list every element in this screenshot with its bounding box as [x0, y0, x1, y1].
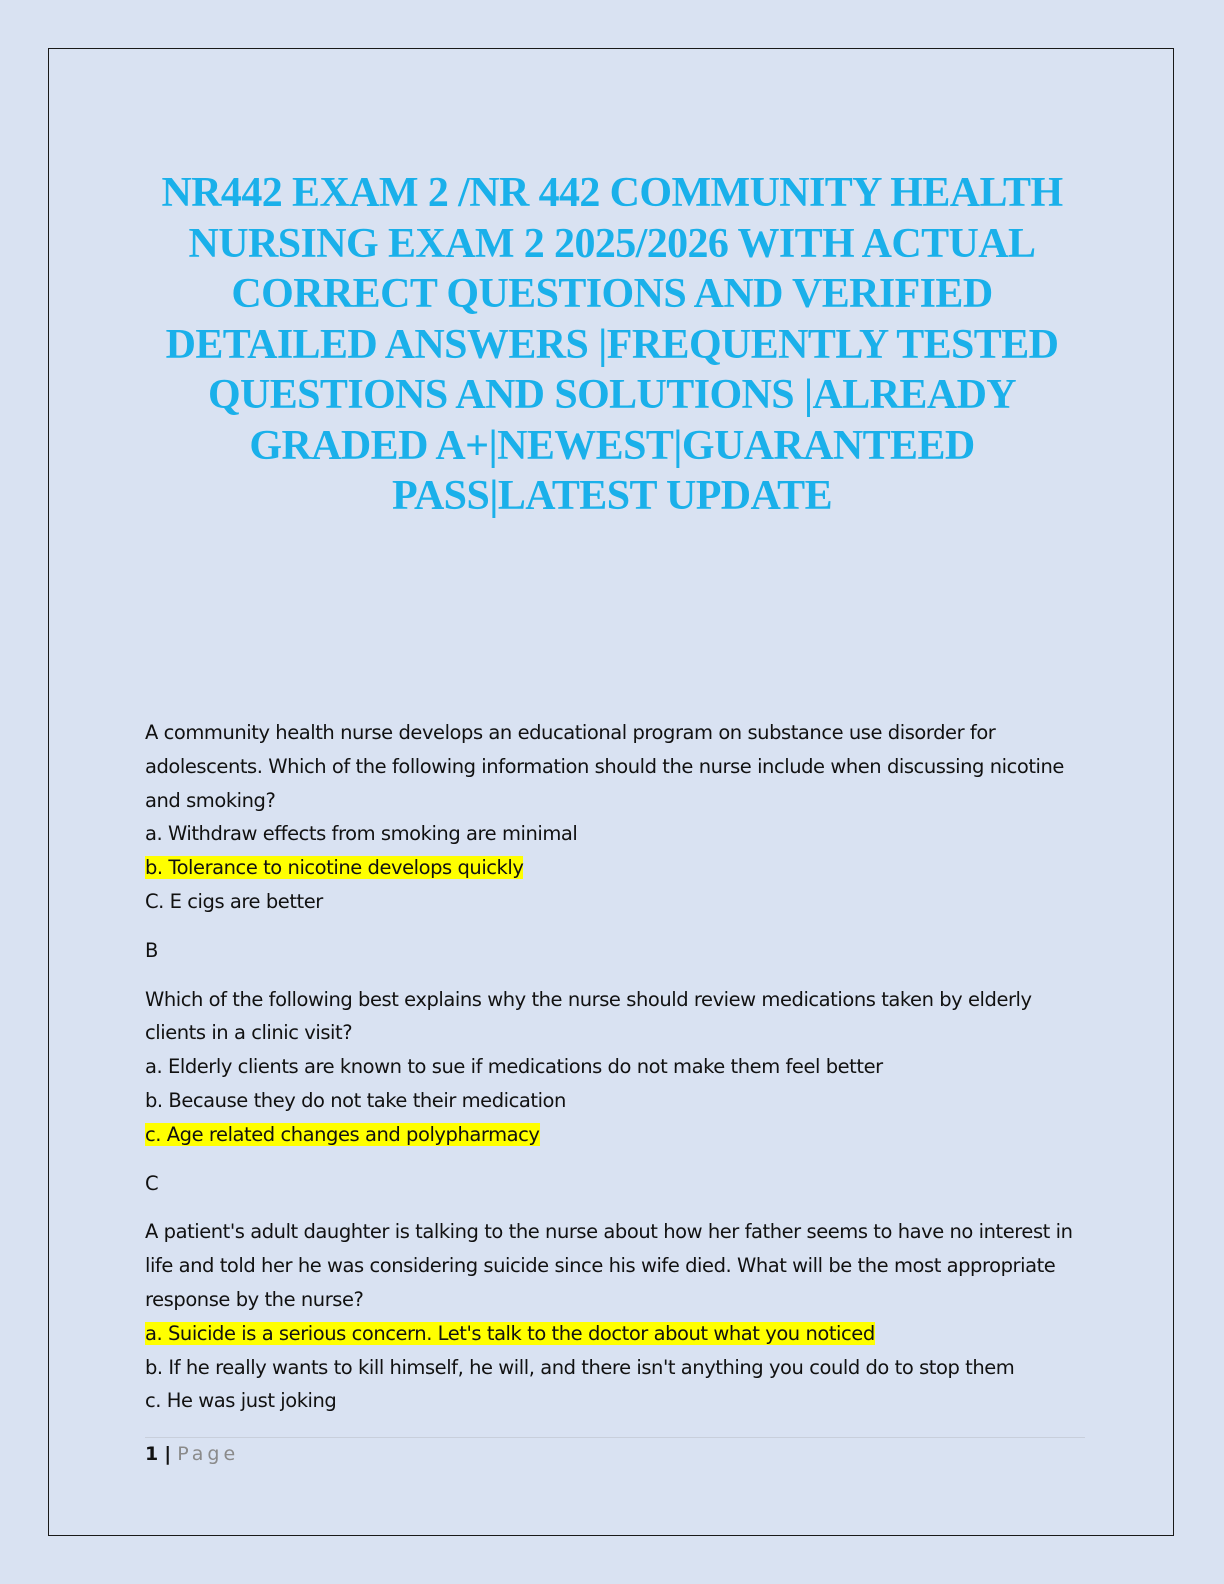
footer-divider — [145, 1437, 1085, 1438]
option: b. If he really wants to kill himself, he will, and there isn't anything you could do to stop them — [145, 1355, 1015, 1379]
question-1 — [145, 716, 1095, 968]
document-title: NR442 EXAM 2 /NR 442 COMMUNITY HEALTH NURSING EXAM 2 2025/2026 WITH ACTUAL CORRECT QUESTIONS AND VERIFIED DETAILED ANSWERS |FREQUENTLY TESTED QUESTIONS AND SOLUTIONS |ALREADY GRADED A+|NEWEST|GUARANTEED PASS|LATEST UPDATE — [161, 170, 1063, 519]
highlight-mark: a. Suicide is a serious concern. Let's talk to the doctor about what you noticed — [145, 1321, 875, 1345]
option: a. Withdraw effects from smoking are minimal — [145, 822, 578, 846]
page-number: 1 — [145, 1443, 159, 1465]
option-highlighted — [145, 1317, 1095, 1351]
answer-key: C — [145, 1171, 159, 1195]
question-2 — [145, 983, 1095, 1201]
question-stem: A community health nurse develops an educational program on substance use disorder for adolescents. Which of the following information should the nurse include when discussing nicotine and smoking? — [145, 721, 1064, 812]
answer-key: B — [145, 938, 158, 962]
question-stem: A patient's adult daughter is talking to the nurse about how her father seems to have no interest in life and told her he was considering suicide since his wife died. What will be the most appropriate response by the nurse? — [145, 1220, 1073, 1311]
option: C. E cigs are better — [145, 889, 323, 913]
page-footer — [145, 1441, 239, 1467]
highlight-mark: b. Tolerance to nicotine develops quickly — [145, 856, 524, 880]
option: b. Because they do not take their medication — [145, 1088, 566, 1112]
question-stem: Which of the following best explains why the nurse should review medications taken by elderly clients in a clinic visit? — [145, 987, 1032, 1045]
footer-separator: | — [164, 1443, 172, 1465]
option: c. He was just joking — [145, 1389, 337, 1413]
option-highlighted — [145, 1118, 1095, 1152]
question-3 — [145, 1215, 1095, 1418]
highlight-mark: c. Age related changes and polypharmacy — [145, 1122, 540, 1146]
question-list — [145, 716, 1095, 1418]
option-highlighted — [145, 851, 1095, 885]
option: a. Elderly clients are known to sue if medications do not make them feel better — [145, 1055, 883, 1079]
page-label: Page — [177, 1443, 240, 1465]
